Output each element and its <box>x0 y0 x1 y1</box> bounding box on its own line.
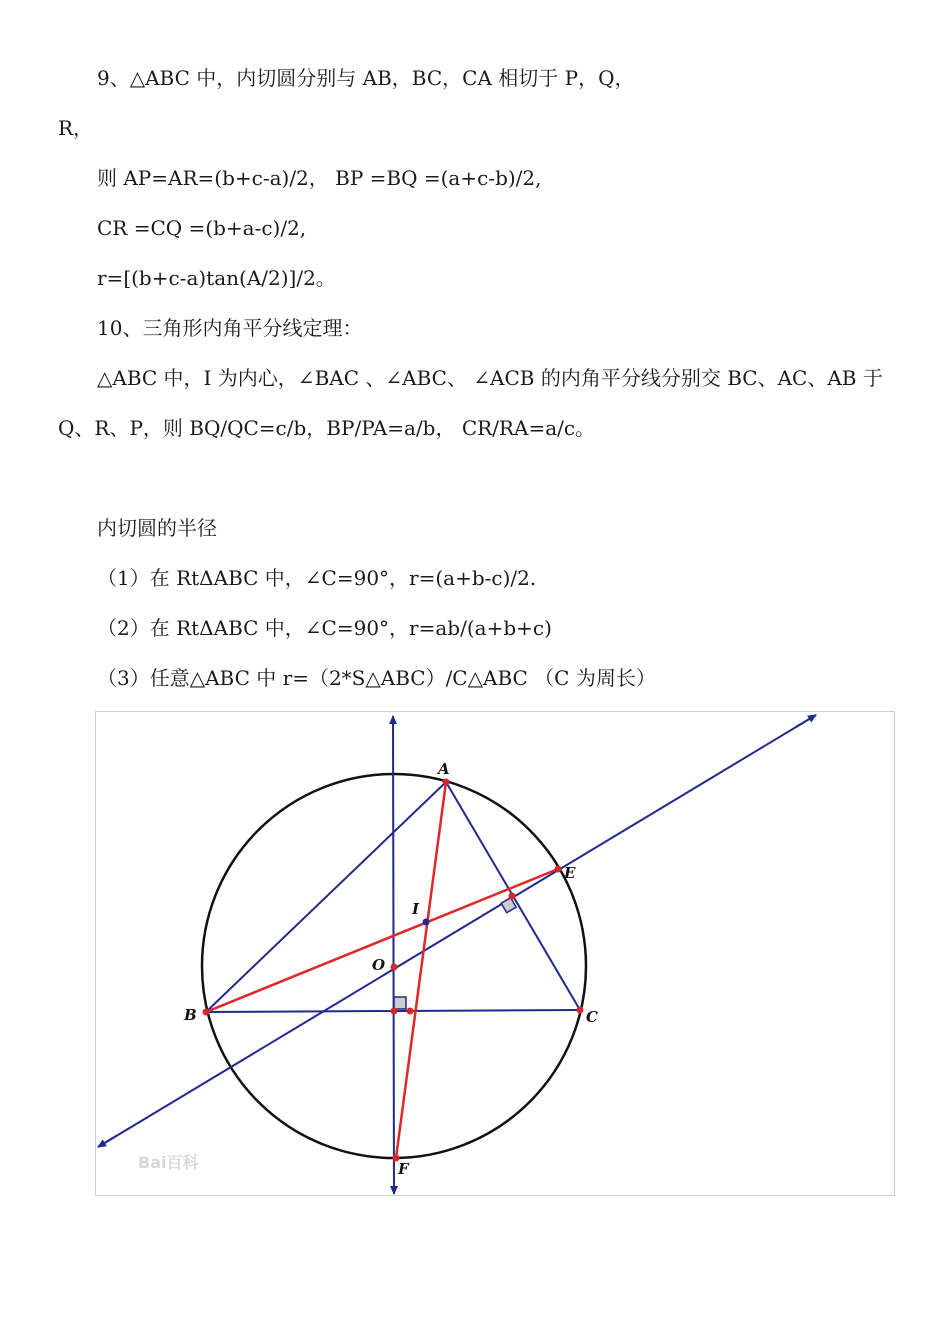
vertical-axis <box>393 716 394 1190</box>
geometry-svg <box>96 712 896 1197</box>
radius-item-1: （1）在 RtΔABC 中，∠C=90°，r=(a+b-c)/2. <box>97 566 537 590</box>
label-o: O <box>372 956 386 974</box>
item9-line1: 9、△ABC 中，内切圆分别与 AB，BC，CA 相切于 P，Q， <box>97 66 635 90</box>
radius-item-2: （2）在 RtΔABC 中，∠C=90°，r=ab/(a+b+c) <box>97 616 552 640</box>
label-e: E <box>564 864 576 882</box>
oblique-arrow-bottom <box>98 1136 116 1147</box>
line-be <box>206 869 558 1012</box>
point-i <box>423 919 430 926</box>
point-af-bc <box>407 1008 414 1015</box>
radius-item-3: （3）任意△ABC 中 r=（2*S△ABC）/C△ABC （C 为周长） <box>97 666 656 690</box>
label-i: I <box>412 900 420 918</box>
watermark-text: Bai百科 <box>138 1153 199 1172</box>
geometry-figure <box>95 711 895 1196</box>
radius-title: 内切圆的半径 <box>97 516 217 540</box>
right-angle-mark-bottom <box>394 997 406 1009</box>
label-b: B <box>184 1006 197 1024</box>
item10-title: 10、三角形内角平分线定理： <box>97 316 363 340</box>
item9-line3: 则 AP=AR=(b+c-a)/2， BP =BQ =(a+c-b)/2, <box>97 166 542 190</box>
item9-line2: R， <box>58 116 94 140</box>
point-e <box>555 866 562 873</box>
point-o <box>391 964 398 971</box>
point-foot-ac <box>509 893 516 900</box>
item9-line4: CR =CQ =(b+a-c)/2, <box>97 216 307 240</box>
item10-line2: Q、R、P，则 BQ/QC=c/b，BP/PA=a/b， CR/RA=a/c。 <box>58 416 596 440</box>
label-f: F <box>398 1160 409 1178</box>
point-a <box>443 779 450 786</box>
item10-line1: △ABC 中，I 为内心，∠BAC 、∠ABC、 ∠ACB 的内角平分线分别交 BC、AC、AB 于 <box>97 366 883 390</box>
oblique-arrow-top <box>796 715 816 727</box>
item9-line5: r=[(b+c-a)tan(A/2)]/2。 <box>97 266 336 290</box>
point-bc-mid <box>391 1008 398 1015</box>
point-c <box>577 1007 584 1014</box>
label-c: C <box>586 1008 598 1026</box>
point-b <box>203 1009 210 1016</box>
right-angle-mark-ac <box>501 898 516 913</box>
label-a: A <box>438 760 450 778</box>
side-ab <box>206 782 446 1012</box>
line-af <box>396 782 446 1158</box>
